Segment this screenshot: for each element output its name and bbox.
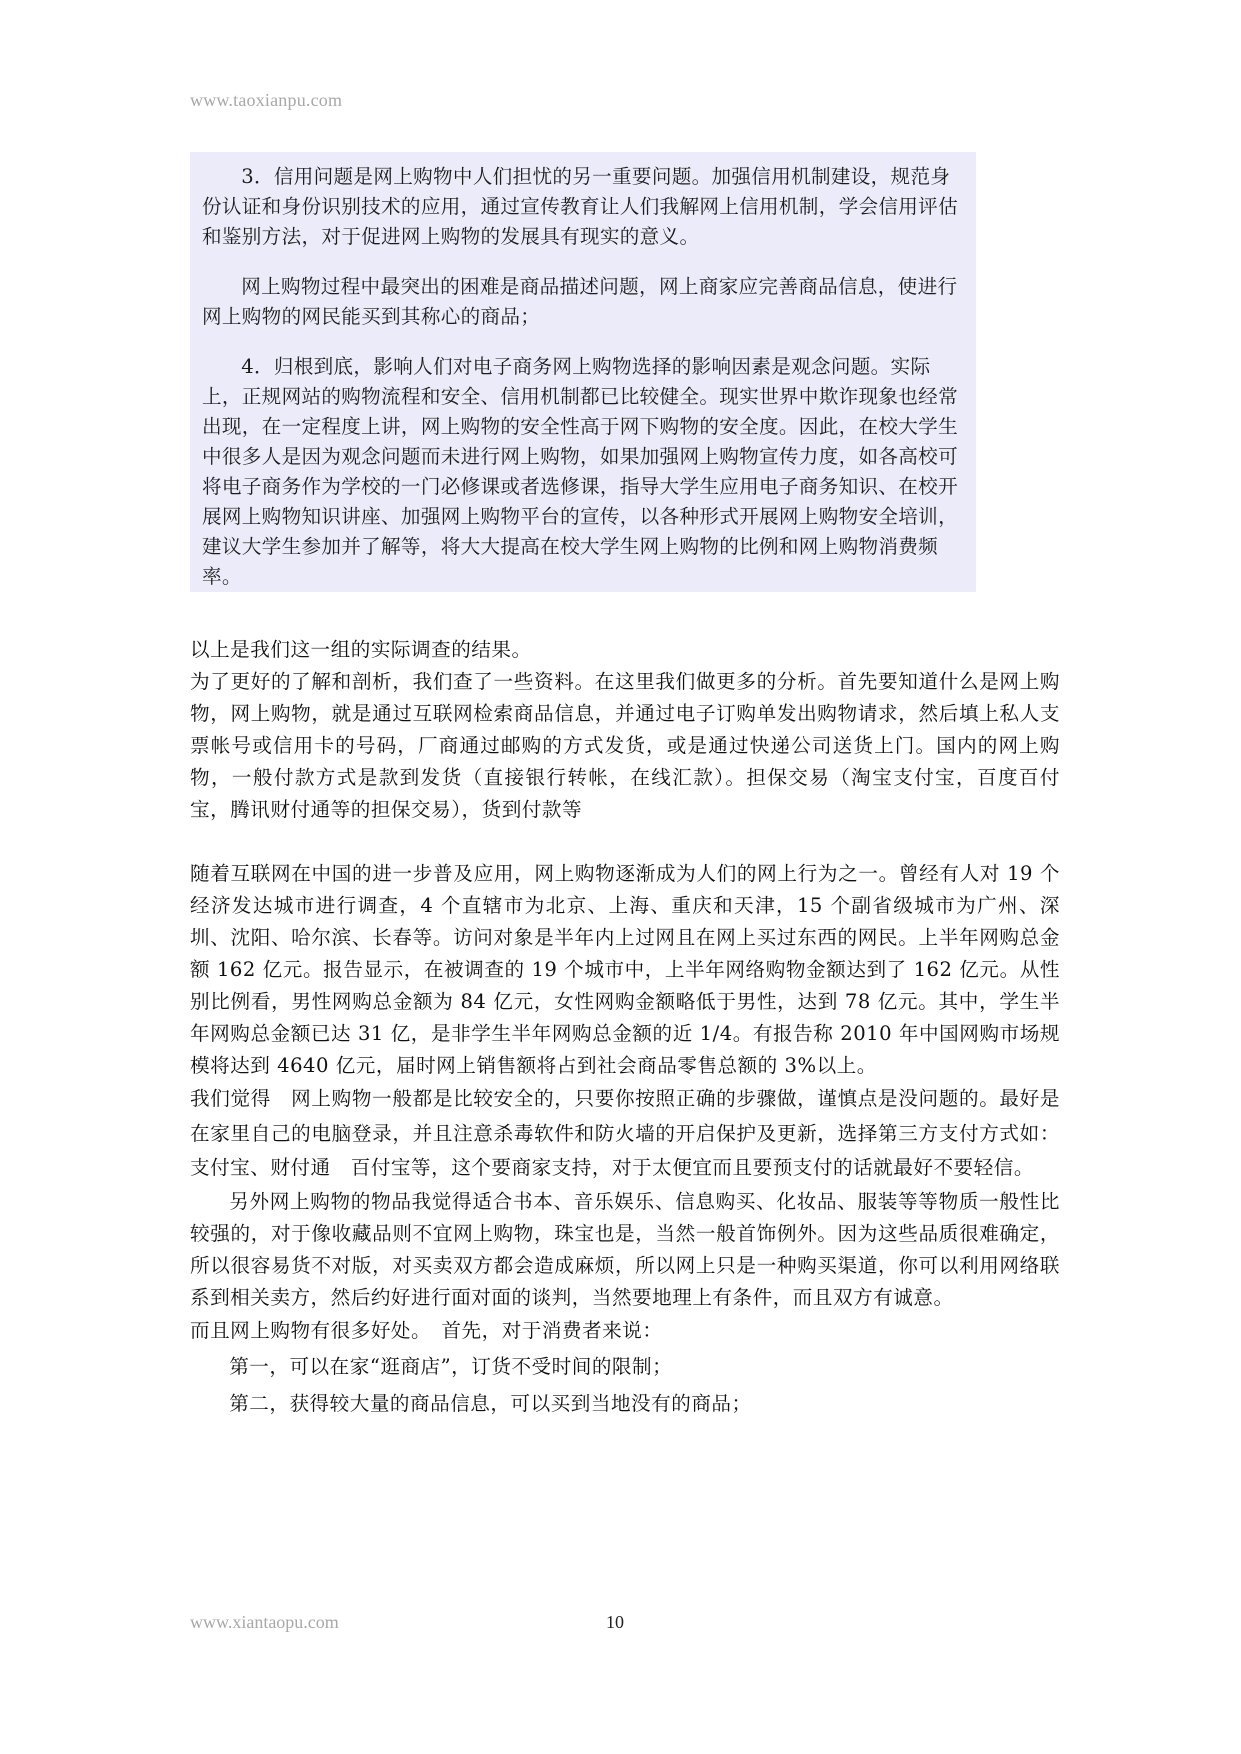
footer-url: www.xiantaopu.com: [190, 1612, 339, 1632]
body-paragraph-opinion: 我们觉得 网上购物一般都是比较安全的，只要你按照正确的步骤做，谨慎点是没问题的。最好是在家里自己的电脑登录，并且注意杀毒软件和防火墙的开启保护及更新，选择第三方支付方式如：支付宝、财付通 百付宝等，这个要商家支持，对于太便宜而且要预支付的话就最好不要轻信。: [190, 1087, 1060, 1179]
body-paragraph-definition: 为了更好的了解和剖析，我们查了一些资料。在这里我们做更多的分析。首先要知道什么是网上购物，网上购物，就是通过互联网检索商品信息，并通过电子订购单发出购物请求，然后填上私人支票帐号或信用卡的号码，厂商通过邮购的方式发货，或是通过快递公司送货上门。国内的网上购物，一般付款方式是款到发货（直接银行转帐，在线汇款）。担保交易（淘宝支付宝，百度百付宝，腾讯财付通等的担保交易），货到付款等: [190, 670, 1060, 821]
body-paragraph-summary: 以上是我们这一组的实际调查的结果。: [190, 638, 532, 661]
highlighted-excerpt: [190, 152, 976, 592]
body-paragraph-benefits-intro: 而且网上购物有很多好处。 首先，对于消费者来说：: [190, 1318, 663, 1342]
body-paragraph-goods: 另外网上购物的物品我觉得适合书本、音乐娱乐、信息购买、化妆品、服装等等物质一般性比较强的，对于像收藏品则不宜网上购物，珠宝也是，当然一般首饰例外。因为这些品质很难确定，所以很容易货不对版，对买卖双方都会造成麻烦，所以网上只是一种购买渠道，你可以利用网络联系到相关卖方，然后约好进行面对面的谈判，当然要地理上有条件，而且双方有诚意。: [190, 1189, 1060, 1309]
excerpt-paragraph: 3．信用问题是网上购物中人们担忧的另一重要问题。加强信用机制建设，规范身份认证和身份识别技术的应用，通过宣传教育让人们我解网上信用机制，学会信用评估和鉴别方法，对于促进网上购物的发展具有现实的意义。: [202, 165, 958, 248]
excerpt-paragraph: 网上购物过程中最突出的困难是商品描述问题，网上商家应完善商品信息，使进行网上购物的网民能买到其称心的商品；: [202, 275, 958, 328]
body-paragraph-statistics: 随着互联网在中国的进一步普及应用，网上购物逐渐成为人们的网上行为之一。曾经有人对 19 个经济发达城市进行调查，4 个直辖市为北京、上海、重庆和天津，15 个副省级城市为广州、深圳、沈阳、哈尔滨、长春等。访问对象是半年内上过网且在网上买过东西的网民。上半年网购总金额 162 亿元。报告显示，在被调查的 19 个城市中，上半年网络购物金额达到了 162 亿元。从性别比例看，男性网购总金额为 84 亿元，女性网购金额略低于男性，达到 78 亿元。其中，学生半年网购总金额已达 31 亿，是非学生半年网购总金额的近 1/4。有报告称 2010 年中国网购市场规模将达到 4640 亿元，届时网上销售额将占到社会商品零售总额的 3%以上。: [190, 862, 1060, 1077]
benefit-item-1: 第一，可以在家“逛商店”，订货不受时间的限制；: [229, 1355, 673, 1378]
page-number: 10: [606, 1612, 624, 1632]
excerpt-paragraph: 4．归根到底，影响人们对电子商务网上购物选择的影响因素是观念问题。实际上，正规网站的购物流程和安全、信用机制都已比较健全。现实世界中欺诈现象也经常出现，在一定程度上讲，网上购物的安全性高于网下购物的安全度。因此，在校大学生中很多人是因为观念问题而未进行网上购物，如果加强网上购物宣传力度，如各高校可将电子商务作为学校的一门必修课或者选修课，指导大学生应用电子商务知识、在校开展网上购物知识讲座、加强网上购物平台的宣传，以各种形式开展网上购物安全培训，建议大学生参加并了解等，将大大提高在校大学生网上购物的比例和网上购物消费频率。: [202, 355, 958, 588]
benefit-item-2: 第二，获得较大量的商品信息，可以买到当地没有的商品；: [229, 1392, 752, 1415]
body-text: [190, 634, 1060, 1422]
header-url: www.taoxianpu.com: [190, 90, 343, 110]
